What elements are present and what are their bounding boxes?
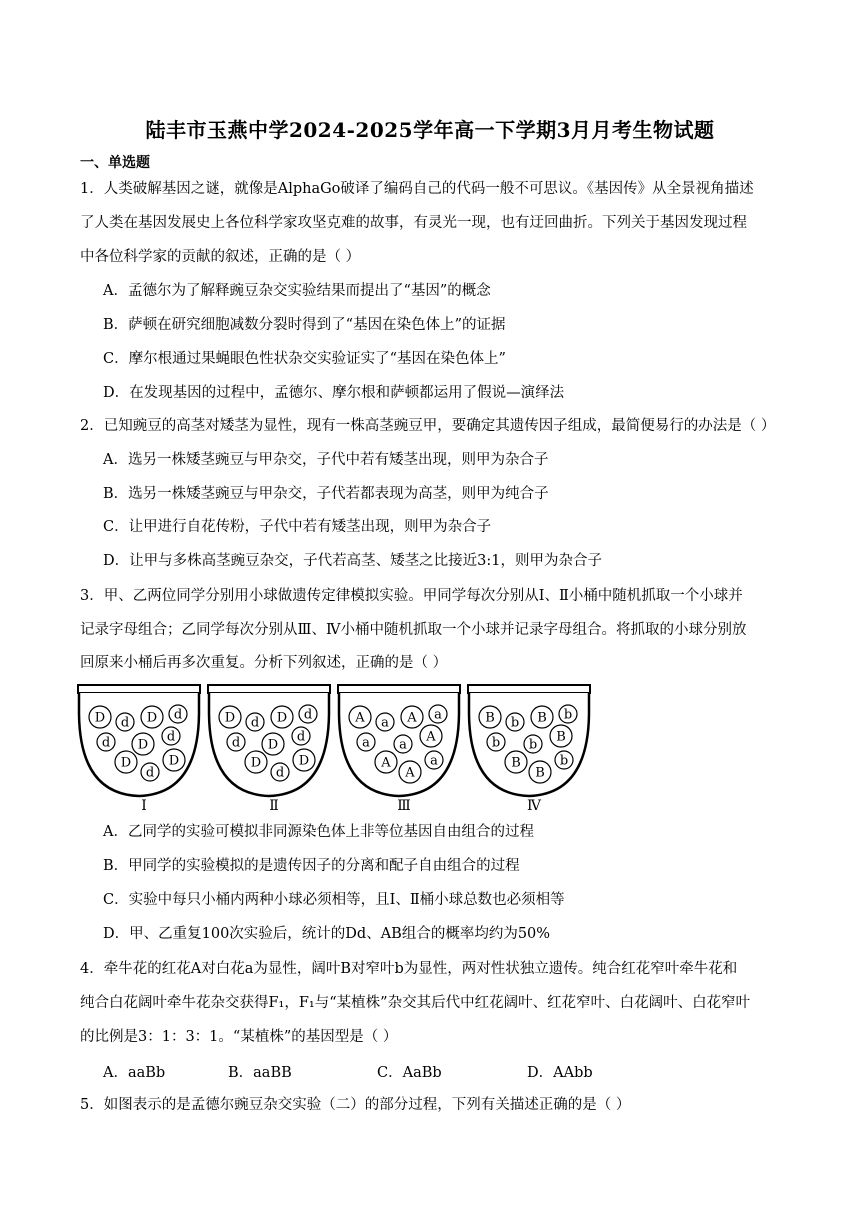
ball-letter: D: [250, 755, 262, 771]
q4-option-b: B．aaBB: [228, 1065, 292, 1081]
ball-letter: B: [485, 710, 495, 726]
ball-letter: B: [537, 710, 547, 726]
ball-letter: d: [250, 715, 260, 731]
q3-line-3: 回原来小桶后再多次重复。分析下列叙述，正确的是（ ）: [80, 655, 448, 671]
bucket-3: [338, 685, 460, 814]
ball-letter: b: [510, 715, 520, 731]
q3-option-a: A．乙同学的实验可模拟非同源染色体上非等位基因自由组合的过程: [103, 824, 534, 840]
page-title: 陆丰市玉燕中学2024-2025学年高一下学期3月月考生物试题: [145, 118, 715, 142]
bucket-2: [208, 685, 330, 814]
ball-letter: D: [276, 710, 288, 726]
ball-letter: b: [563, 707, 573, 723]
q2-option-a: A．选另一株矮茎豌豆与甲杂交，子代中若有矮茎出现，则甲为杂合子: [103, 452, 549, 468]
ball-letter: B: [535, 765, 545, 781]
ball-letter: d: [275, 765, 285, 781]
ball-letter: d: [173, 707, 183, 723]
ball-letter: B: [511, 755, 521, 771]
q2-option-d: D．让甲与多株高茎豌豆杂交，子代若高茎、矮茎之比接近3:1，则甲为杂合子: [103, 553, 602, 569]
ball-letter: A: [405, 765, 415, 781]
q3-option-d: D．甲、乙重复100次实验后，统计的Dd、AB组合的概率均约为50%: [103, 926, 551, 942]
ball-letter: A: [381, 755, 391, 771]
ball-letter: D: [267, 737, 279, 753]
ball-letter: d: [101, 735, 111, 751]
ball-letter: D: [224, 710, 236, 726]
q4-line-3: 的比例是3：1：3：1。“某植株”的基因型是（ ）: [80, 1029, 398, 1045]
ball-letter: a: [381, 715, 389, 731]
q3-option-b: B．甲同学的实验模拟的是遗传因子的分离和配子自由组合的过程: [103, 858, 520, 874]
bucket-label: Ⅰ: [141, 798, 147, 814]
q1-option-d: D．在发现基因的过程中，孟德尔、摩尔根和萨顿都运用了假说—演绎法: [103, 385, 565, 401]
bucket-rim: [78, 685, 200, 693]
q5-line-1: 5．如图表示的是孟德尔豌豆杂交实验（二）的部分过程，下列有关描述正确的是（ ）: [80, 1097, 631, 1113]
q3-option-c: C．实验中每只小桶内两种小球必须相等，且Ⅰ、Ⅱ桶小球总数也必须相等: [103, 892, 565, 908]
ball-letter: d: [166, 729, 176, 745]
q4-option-a: A．aaBb: [103, 1065, 166, 1081]
bucket-1: [78, 685, 200, 814]
ball-letter: d: [231, 735, 241, 751]
q1-line-2: 了人类在基因发展史上各位科学家攻坚克难的故事，有灵光一现，也有迂回曲折。下列关于基因发现过程: [80, 215, 747, 231]
ball-letter: a: [399, 737, 407, 753]
ball-letter: d: [145, 765, 155, 781]
bucket-figure: [76, 684, 596, 814]
q1-option-c: C．摩尔根通过果蝇眼色性状杂交实验证实了“基因在染色体上”: [103, 351, 506, 367]
q4-option-c: C．AaBb: [377, 1065, 442, 1081]
q3-line-1: 3．甲、乙两位同学分别用小球做遗传定律模拟实验。甲同学每次分别从Ⅰ、Ⅱ小桶中随机抓取一个小球并: [80, 588, 743, 604]
bucket-rim: [468, 685, 590, 693]
ball-letter: a: [434, 707, 442, 723]
q1-option-a: A．孟德尔为了解释豌豆杂交实验结果而提出了“基因”的概念: [103, 283, 491, 299]
ball-letter: D: [94, 710, 106, 726]
q2-option-c: C．让甲进行自花传粉，子代中若有矮茎出现，则甲为杂合子: [103, 519, 492, 535]
section-heading: 一、单选题: [80, 155, 150, 171]
bucket-label: Ⅲ: [397, 798, 411, 814]
ball-letter: a: [362, 735, 370, 751]
ball-letter: a: [430, 753, 438, 769]
bucket-4: [468, 685, 590, 814]
ball-letter: D: [146, 710, 158, 726]
ball-letter: d: [296, 729, 306, 745]
ball-letter: d: [120, 715, 130, 731]
q3-line-2: 记录字母组合；乙同学每次分别从Ⅲ、Ⅳ小桶中随机抓取一个小球并记录字母组合。将抓取的小球分别放: [80, 622, 747, 638]
q1-line-3: 中各位科学家的贡献的叙述，正确的是（ ）: [80, 249, 361, 265]
ball-letter: b: [491, 735, 501, 751]
ball-letter: A: [426, 729, 436, 745]
ball-letter: b: [528, 737, 538, 753]
q2-option-b: B．选另一株矮茎豌豆与甲杂交，子代若都表现为高茎，则甲为纯合子: [103, 486, 549, 502]
ball-letter: B: [556, 729, 566, 745]
ball-letter: D: [120, 755, 132, 771]
q4-line-2: 纯合白花阔叶牵牛花杂交获得F₁，F₁与“某植株”杂交其后代中红花阔叶、红花窄叶、白花阔叶、白花窄叶: [80, 995, 751, 1011]
bucket-label: Ⅳ: [527, 798, 541, 814]
bucket-label: Ⅱ: [269, 798, 279, 814]
q1-line-1: 1．人类破解基因之谜，就像是AlphaGo破译了编码自己的代码一般不可思议。《基因传》从全景视角描述: [80, 181, 754, 197]
ball-letter: A: [407, 710, 417, 726]
q4-line-1: 4．牵牛花的红花A对白花a为显性，阔叶B对窄叶b为显性，两对性状独立遗传。纯合红花窄叶牵牛花和: [80, 961, 738, 977]
q1-option-b: B．萨顿在研究细胞减数分裂时得到了“基因在染色体上”的证据: [103, 317, 506, 333]
bucket-rim: [338, 685, 460, 693]
q4-option-d: D．AAbb: [527, 1065, 593, 1081]
ball-letter: A: [355, 710, 365, 726]
bucket-rim: [208, 685, 330, 693]
q2-line-1: 2．已知豌豆的高茎对矮茎为显性，现有一株高茎豌豆甲，要确定其遗传因子组成，最简便易行的办法是（ ）: [80, 418, 776, 434]
ball-letter: D: [168, 753, 180, 769]
ball-letter: D: [298, 753, 310, 769]
ball-letter: b: [559, 753, 569, 769]
bucket-diagram: [76, 684, 596, 814]
ball-letter: d: [303, 707, 313, 723]
ball-letter: D: [137, 737, 149, 753]
